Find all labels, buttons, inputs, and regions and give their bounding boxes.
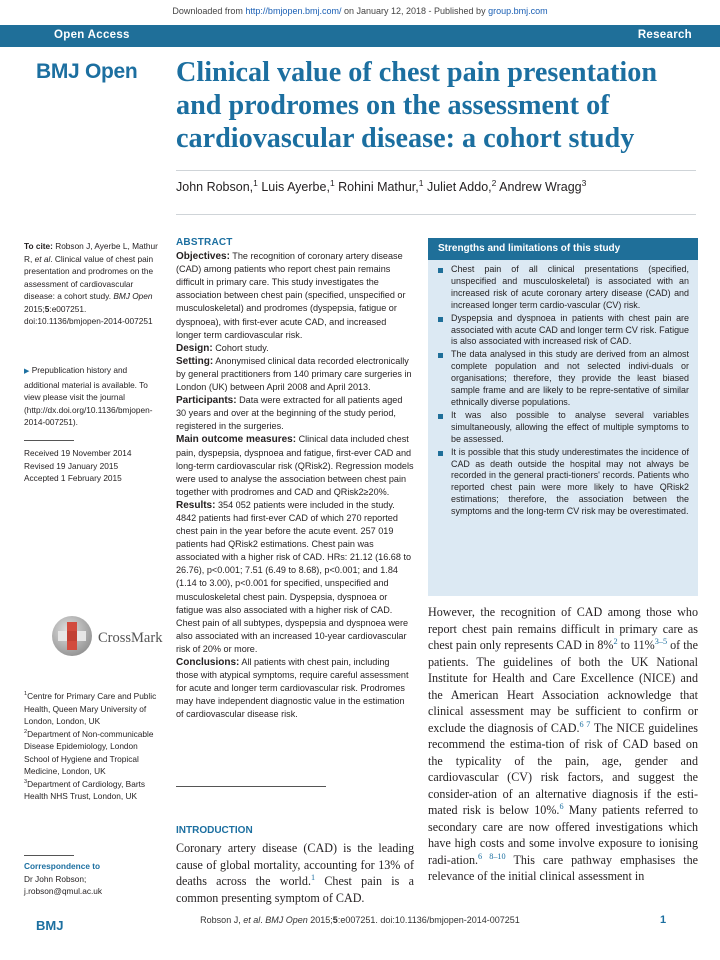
strength-item: It is possible that this study underestimates the incidence of CAD as death outside the hospital may not always be recorded in the general practi-tioners' records. Patients who reported chest pain were more likely to have QRisk2 estimations; therefore, the association between the symptoms and the long-term CV risk may be overestimated. [438,447,689,518]
correspondence-rule [24,855,74,856]
section-label: Research [637,29,692,41]
page-number: 1 [660,914,667,926]
strength-item: It was also possible to analyse several variables simultaneously, allowing the effect of multiple symptoms to be assessed. [438,410,689,446]
abstract-conclusions: Conclusions: All patients with chest pain, including those with atypical symptoms, require careful assessment for acute and longer term cardiovascular risk. Prodromes may have independent diagnostic value in the estimation of cardiovascular disease risk. [176,657,409,720]
abstract-outcomes: Main outcome measures: Clinical data included chest pain, dyspepsia, dyspnoea and fatigue, first-ever CAD and long-term cardiovascular risk (QRisk2). Regression models were used to analyse the association between chest pain together with prodromes and CAD and QRisk2≥20%. [176,434,414,497]
abstract-design: Design: Cohort study. [176,342,269,354]
square-bullet-icon [438,353,443,358]
strengths-limitations-box [428,238,698,596]
prepublication-note: ▶ Prepublication history and additional material is available. To view please visit the journal (http://dx.doi.org/10.1136/bmjopen-2014-007251). [24,365,153,427]
authors-rule [176,214,696,215]
abstract-objectives: Objectives: The recognition of coronary artery disease (CAD) among patients who report chest pain remains difficult in primary care. This study investigates the association between chest pain (specified, unspecified or musculoskeletal) and prodromes (dyspepsia, fatigue or dyspnoea), with first-ever acute CAD, and increased longer term cardiovascular risk. [176,251,406,340]
article-dates: Received 19 November 2014 Revised 19 January 2015 Accepted 1 February 2015 [24,448,132,483]
open-access-label: Open Access [54,29,130,41]
abstract [176,236,414,721]
strength-item: Chest pain of all clinical presentations (specified, unspecified and musculoskeletal) is associated with an increased risk of acute coronary artery disease (CAD) and increased longer term cardio-vascular (CV) risk. [438,264,689,312]
square-bullet-icon [438,268,443,273]
strength-item: The data analysed in this study are derived from an almost complete population and not selected indivi-duals or organisations; therefore, they provide the least biased sample frame and are likely to be repre-sentative of similar ethnically diverse populations. [438,349,689,409]
abstract-setting: Setting: Anonymised clinical data recorded electronically by general practitioners from 140 primary care surgeries in London (UK) between April 2008 and April 2013. [176,355,412,393]
bmj-footer-logo: BMJ [36,918,64,933]
triangle-bullet-icon: ▶ [24,368,30,375]
abstract-results: Results: 354 052 patients were included in the study. 4842 patients had first-ever CAD of which 270 reported chest pain in the year before the acute event. 257 019 patients had QRisk2 estimations. Chest pain was associated with a higher risk of CAD. HRs: 21.12 (16.68 to 26.76), p<0.001; 7.51 (6.49 to 8.68), p<0.001; and 1.84 (1.14 to 3.00), p<0.001 for specified, unspecified and musculoskeletal chest pain. Dyspepsia, dyspnoea or fatigue was also associated with a higher risk of CAD. Chest pain of all subtypes, dyspepsia and dyspnoea were also associated with an increased 10-year cardiovascular risk of 20% or more. [176,499,412,654]
affiliations: $^1$Centre for Primary Care and Public Health, Queen Mary University of London, London, UK $^2$Department of Non-communicable Disease Epidemiology, London School of Hygiene and Tropical Medicine, London, UK $^3$Department of Cardiology, Barts Health NHS Trust, London, UK [24,691,157,801]
crossmark-icon [52,616,92,656]
footer-citation: Robson J, et al. BMJ Open 2015;5:e007251. doi:10.1136/bmjopen-2014-007251 [200,915,520,925]
dates-rule [24,440,74,441]
author-list: John Robson,$^1$ Luis Ayerbe,$^1$ Rohini Mathur,$^1$ Juliet Addo,$^2$ Andrew Wragg$^3$ [176,177,587,194]
download-bar: Downloaded from http://bmjopen.bmj.com/ on January 12, 2018 - Published by group.bmj.com [172,6,548,16]
citation-block: To cite: Robson J, Ayerbe L, Mathur R, et al. Clinical value of chest pain presentation and prodromes on the assessment of cardiovascular disease: a cohort study. BMJ Open 2015;5:e007251. doi:10.1136/bmjopen-2014-007251 [24,241,158,326]
correspondence: Correspondence to Dr John Robson; j.robson@qmul.ac.uk [24,860,164,898]
correspondence-email-link[interactable]: j.robson@qmul.ac.uk [24,886,103,896]
publisher-link[interactable]: group.bmj.com [488,6,548,16]
strength-item: Dyspepsia and dyspnoea in patients with chest pain are associated with acute CAD and longer term CV risk. Fatigue is also associated with increased risk of CAD. [438,313,689,349]
article-title: Clinical value of chest pain presentation and prodromes on the assessment of cardiovascular disease: a cohort study [176,57,658,154]
introduction-text: Coronary artery disease (CAD) is the leading cause of global mortality, accounting for 13% of deaths across the world.$^1$ Chest pain is a common presenting symptom of CAD. [176,841,414,905]
strengths-title: Strengths and limitations of this study [428,238,698,260]
square-bullet-icon [438,414,443,419]
abstract-heading: ABSTRACT [176,237,233,248]
crossmark-badge[interactable]: CrossMark [52,616,184,668]
square-bullet-icon [438,451,443,456]
bmj-open-logo: BMJ Open [36,60,138,83]
download-url-link[interactable]: http://bmjopen.bmj.com/ [245,6,342,16]
abstract-end-rule [176,786,326,787]
title-rule [176,170,696,171]
square-bullet-icon [438,317,443,322]
introduction-heading: INTRODUCTION [176,825,253,836]
abstract-participants: Participants: Data were extracted for all patients aged 30 years and over at the beginning of the study period, registered in the surgeries. [176,395,403,432]
body-text-right: However, the recognition of CAD among those who report chest pain remains difficult in primary care as chest pain only represents CAD in 8%$^2$ to 11%$^{3-5}$ of the patients. The guidelines of both the UK National Institute for Health and Care Excellence (NICE) and the American Heart Association acknowledge that clinical assessment may be sufficient to confirm or exclude the diagnosis of CAD.$^{6 7}$ The NICE guidelines recommend the estima-tion of risk of CAD based on the typicality of the pain, age, gender and cardiovascular (CV) risk factors, and suggest the consider-ation of an alternative diagnosis if the esti-mated risk is below 10%.$^6$ Many patients referred to secondary care are now offered investigations which have high costs and some involve exposure to ionising radi-ation.$^{6 8-10}$ This care pathway emphasises the relevance of the initial clinical assessment in [428,605,699,883]
header-band [0,25,720,47]
